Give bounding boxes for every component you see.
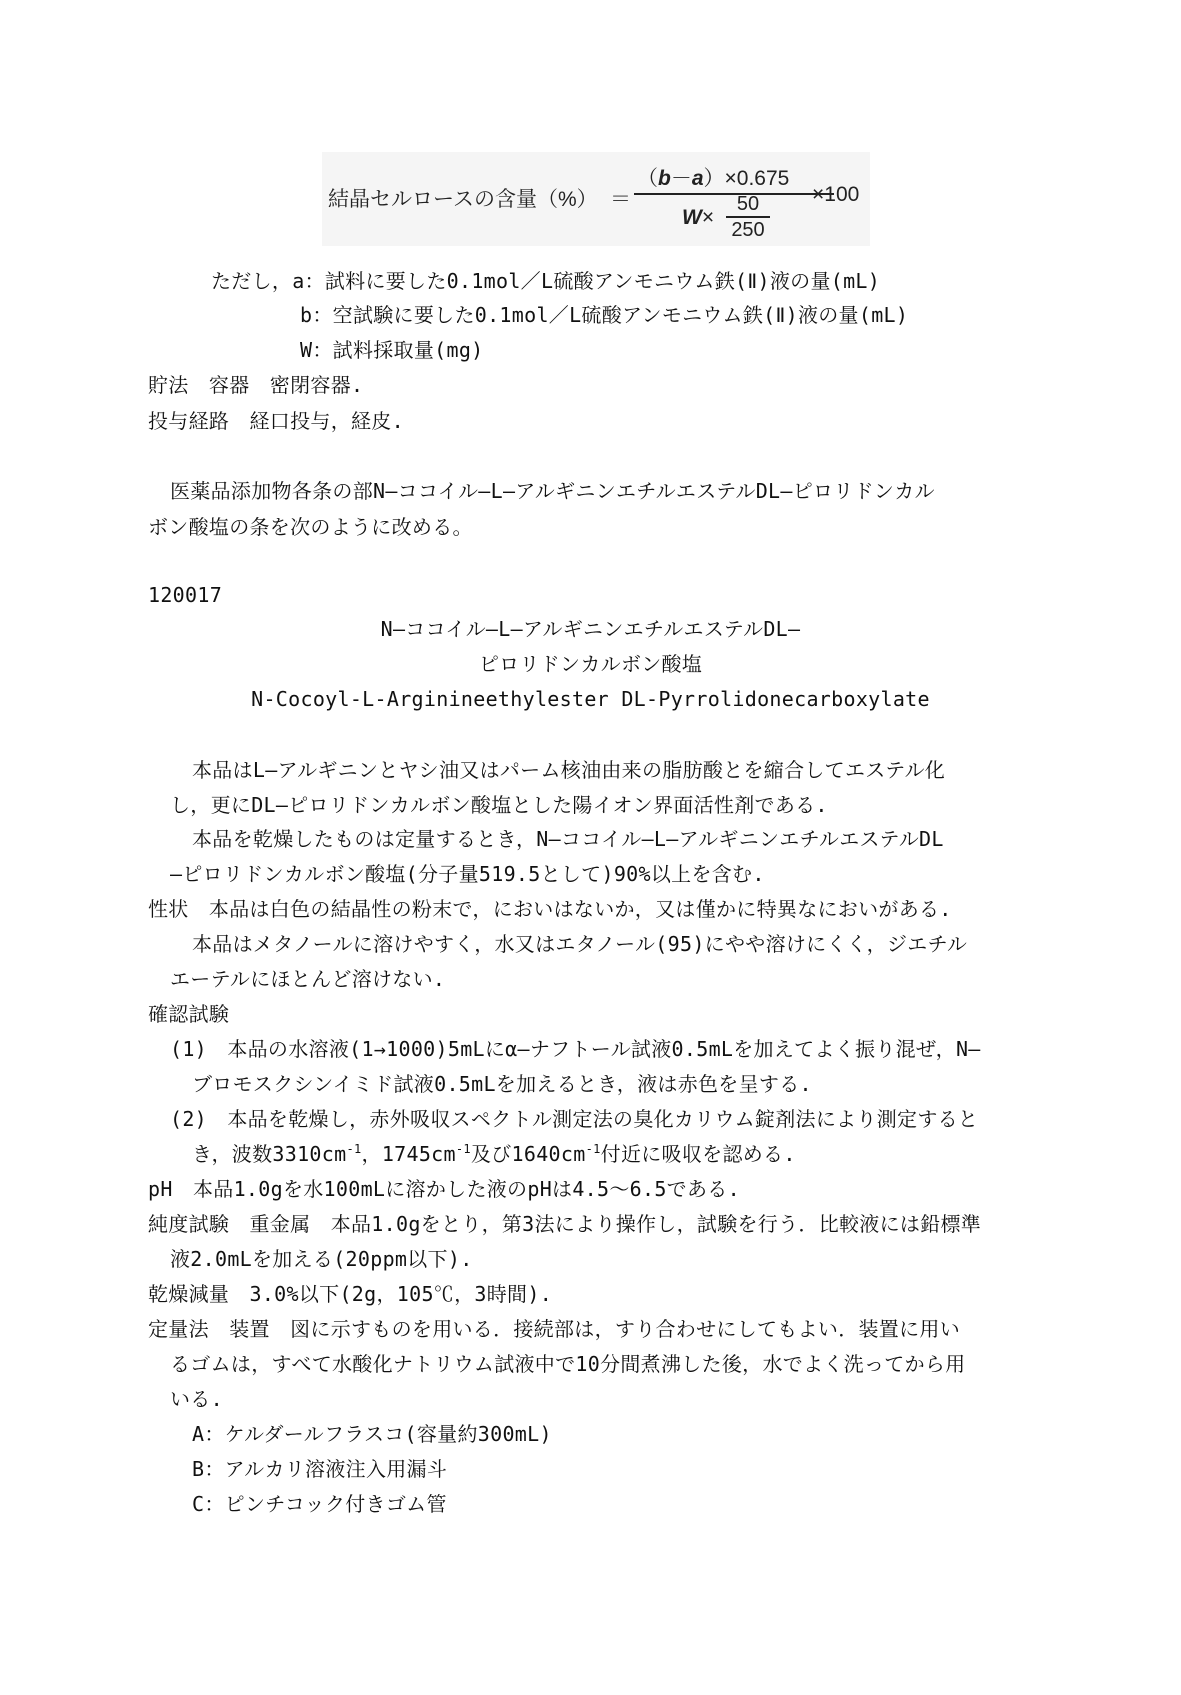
text-line: (1) 本品の水溶液(1→1000)5mLにα―ナフトール試液0.5mLを加えてよく振り混ぜ，N― bbox=[170, 1037, 981, 1061]
formula-inner-fraction bbox=[724, 192, 772, 242]
text-line: ボン酸塩の条を次のように改める。 bbox=[148, 515, 473, 539]
ir-sup-2: -1 bbox=[455, 1142, 471, 1156]
ir-text-pre: き，波数3310cm bbox=[192, 1142, 347, 1166]
text-line: 定量法 装置 図に示すものを用いる．接続部は，すり合わせにしてもよい．装置に用い bbox=[148, 1317, 960, 1341]
text-line: pH 本品1.0gを水100mLに溶かした液のpHは4.5～6.5である. bbox=[148, 1177, 740, 1201]
section-heading: 確認試験 bbox=[148, 1002, 230, 1026]
text-line: 純度試験 重金属 本品1.0gをとり，第3法により操作し，試験を行う．比較液には鉛標準 bbox=[148, 1212, 982, 1236]
title-japanese-2: ピロリドンカルボン酸塩 bbox=[478, 652, 703, 676]
ir-absorption-line bbox=[192, 1141, 796, 1167]
assay-formula bbox=[322, 152, 870, 246]
text-line: いる. bbox=[170, 1387, 223, 1411]
formula-times-100: ×100 bbox=[812, 183, 860, 206]
text-line: b：空試験に要した0.1mol／L硫酸アンモニウム鉄(Ⅱ)液の量(mL) bbox=[300, 303, 909, 327]
formula-factor: ×0.675 bbox=[724, 167, 790, 190]
formula-var-a: a bbox=[691, 167, 704, 190]
ir-text-mid2: 及び1640cm bbox=[470, 1142, 586, 1166]
text-line: A：ケルダールフラスコ(容量約300mL) bbox=[192, 1422, 552, 1446]
ir-sup-1: -1 bbox=[346, 1142, 362, 1156]
formula-frac-top: 50 bbox=[736, 193, 760, 215]
ir-text-mid1: ，1745cm bbox=[361, 1142, 456, 1166]
text-line: 本品はメタノールに溶けやすく，水又はエタノール(95)にやや溶けにくく，ジエチル bbox=[192, 932, 968, 956]
text-line: 乾燥減量 3.0%以下(2g，105℃，3時間). bbox=[148, 1282, 553, 1306]
text-line: 本品はL―アルギニンとヤシ油又はパーム核油由来の脂肪酸とを縮合してエステル化 bbox=[192, 758, 946, 782]
formula-numerator: （b－a）×0.675 bbox=[637, 167, 790, 190]
item-number: 120017 bbox=[148, 583, 223, 607]
ir-sup-3: -1 bbox=[585, 1142, 601, 1156]
text-line: 医薬品添加物各条の部N―ココイル―L―アルギニンエチルエステルDL―ピロリドンカル bbox=[170, 479, 935, 503]
text-line: 貯法 容器 密閉容器. bbox=[148, 373, 364, 397]
formula-times: × bbox=[701, 206, 715, 229]
formula-var-w: W bbox=[682, 206, 702, 229]
text-line: 性状 本品は白色の結晶性の粉末で，においはないか，又は僅かに特異なにおいがある. bbox=[148, 897, 952, 921]
formula-lhs: 結晶セルロースの含量（%） bbox=[328, 188, 598, 211]
text-line: (2) 本品を乾燥し，赤外吸収スペクトル測定法の臭化カリウム錠剤法により測定すると bbox=[170, 1107, 979, 1131]
formula-frac-bottom: 250 bbox=[731, 219, 765, 241]
text-line: B：アルカリ溶液注入用漏斗 bbox=[192, 1457, 448, 1481]
text-line: し，更にDL―ピロリドンカルボン酸塩とした陽イオン界面活性剤である. bbox=[170, 793, 828, 817]
title-japanese-1: N―ココイル―L―アルギニンエチルエステルDL― bbox=[380, 617, 801, 641]
text-line: W：試料採取量(mg) bbox=[300, 338, 484, 362]
formula-var-b: b bbox=[658, 167, 671, 190]
text-line: 本品を乾燥したものは定量するとき，N―ココイル―L―アルギニンエチルエステルDL bbox=[192, 827, 944, 851]
formula-equals: ＝ bbox=[610, 188, 631, 211]
title-english: N-Cocoyl-L-Arginineethylester DL-Pyrrolidonecarboxylate bbox=[251, 687, 930, 711]
text-line: ただし，a：試料に要した0.1mol／L硫酸アンモニウム鉄(Ⅱ)液の量(mL) bbox=[211, 269, 881, 293]
formula-denominator bbox=[682, 206, 714, 230]
ir-text-post: 付近に吸収を認める. bbox=[600, 1142, 796, 1166]
text-line: 液2.0mLを加える(20ppm以下). bbox=[170, 1247, 473, 1271]
text-line: ―ピロリドンカルボン酸塩(分子量519.5として)90%以上を含む. bbox=[170, 862, 765, 886]
text-line: エーテルにほとんど溶けない. bbox=[170, 967, 446, 991]
text-line: ブロモスクシンイミド試液0.5mLを加えるとき，液は赤色を呈する. bbox=[192, 1072, 812, 1096]
text-line: るゴムは，すべて水酸化ナトリウム試液中で10分間煮沸した後，水でよく洗ってから用 bbox=[170, 1352, 966, 1376]
formula-minus: － bbox=[670, 167, 692, 190]
text-line: 投与経路 経口投与，経皮. bbox=[148, 409, 404, 433]
text-line: C：ピンチコック付きゴム管 bbox=[192, 1492, 447, 1516]
